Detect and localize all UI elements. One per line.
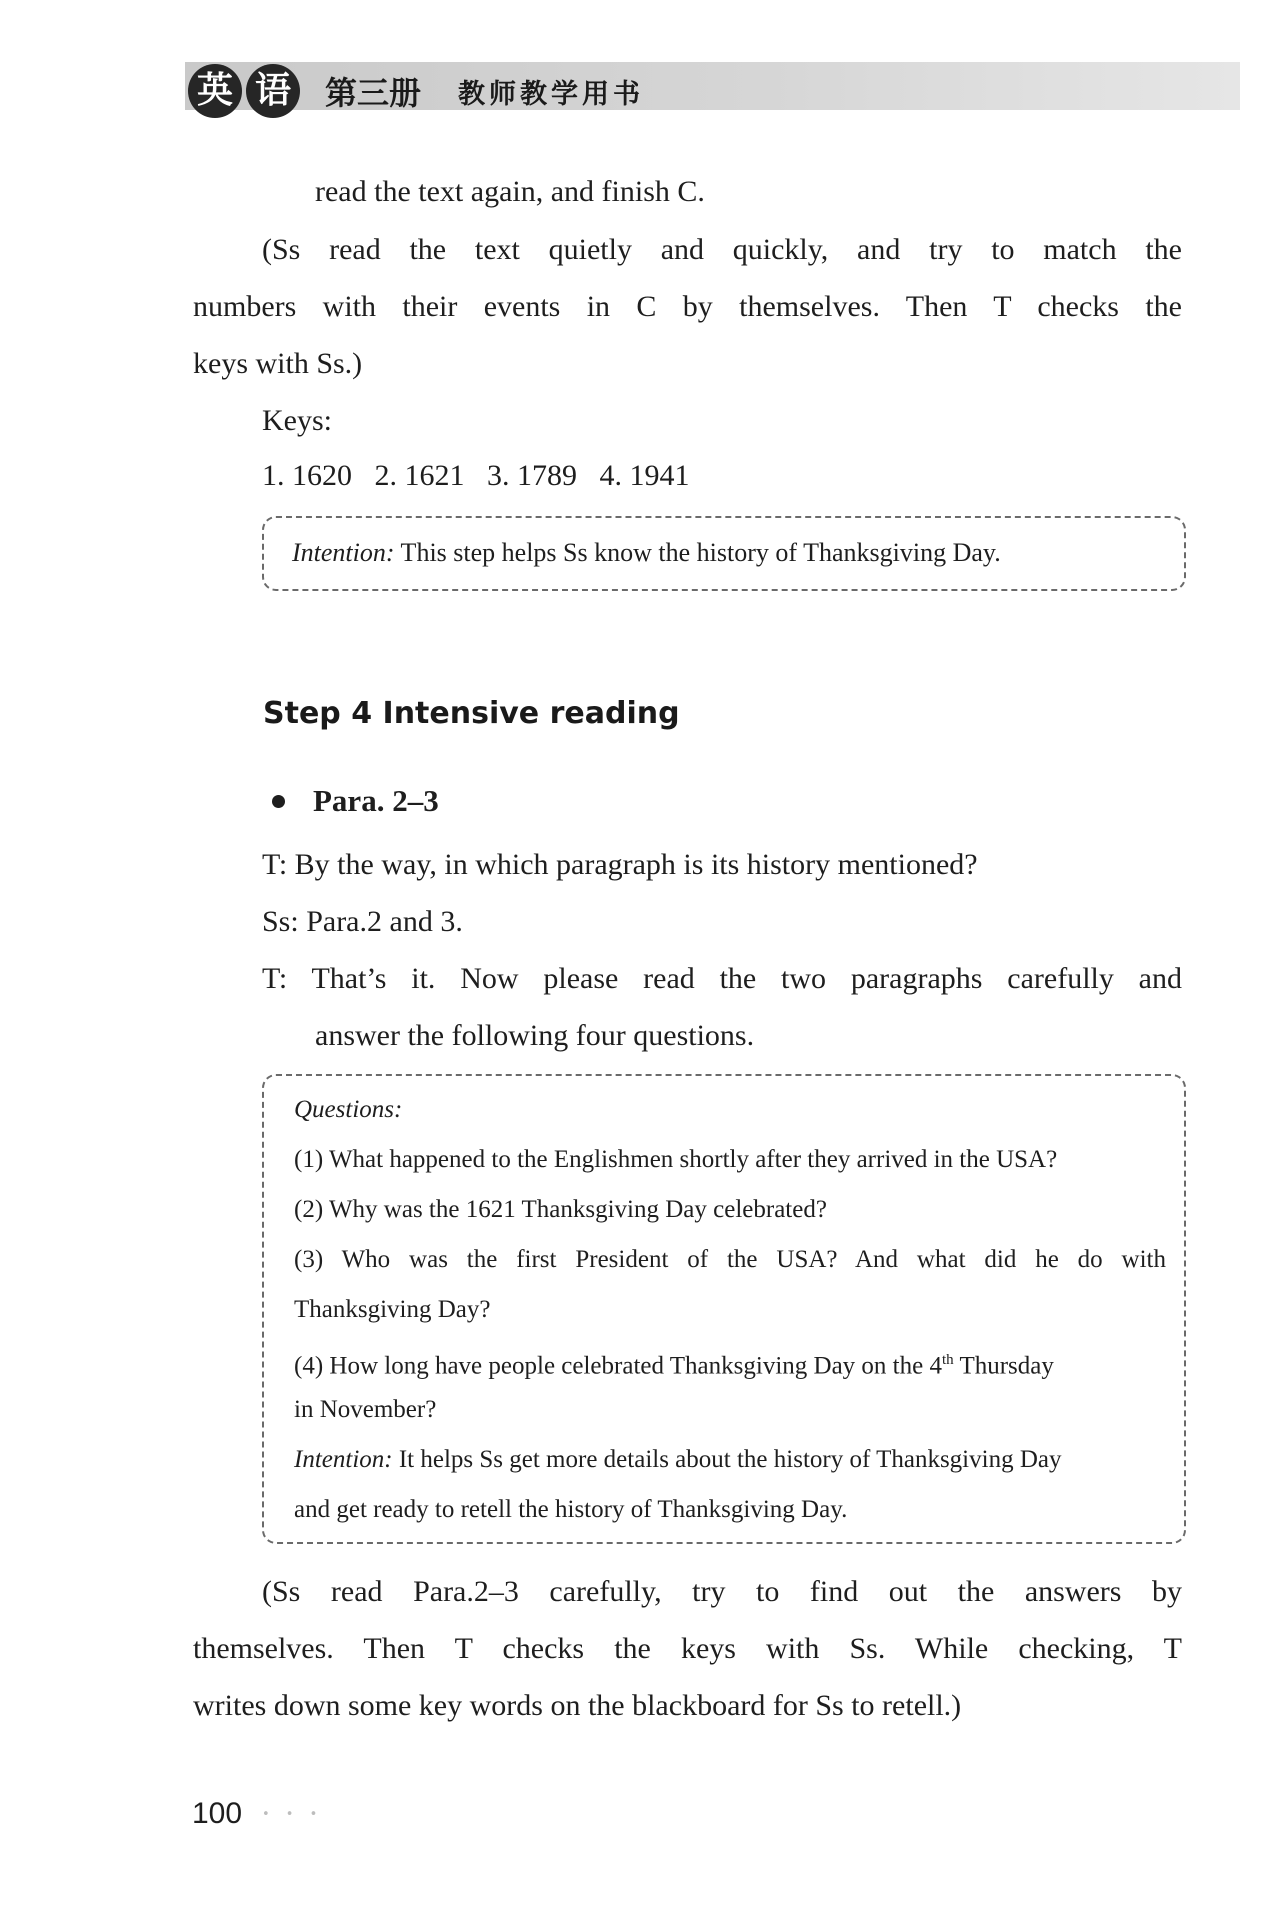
questions-intention-cont: and get ready to retell the history of Thanksgiving Day.: [294, 1496, 848, 1523]
header-volume: 第三册: [325, 74, 422, 112]
dialog-teacher-instruction: T: That’s it. Now please read the two paragraphs carefully and: [262, 962, 1182, 995]
dialog-student-answer: Ss: Para.2 and 3.: [262, 905, 463, 938]
intention-label: Intention:: [292, 538, 395, 567]
questions-intention: Intention: It helps Ss get more details about the history of Thanksgiving Day: [294, 1446, 1062, 1473]
step-heading: Step 4 Intensive reading: [263, 696, 680, 731]
questions-label: Questions:: [294, 1096, 403, 1123]
instruction-line: read the text again, and finish C.: [315, 175, 705, 208]
para-heading: Para. 2–3: [313, 783, 439, 818]
dialog-teacher-question: T: By the way, in which paragraph is its history mentioned?: [262, 848, 978, 881]
question-1: (1) What happened to the Englishmen shortly after they arrived in the USA?: [294, 1146, 1058, 1173]
page-number: 100: [192, 1797, 243, 1830]
bullet-icon: [272, 795, 285, 808]
question-4: (4) How long have people celebrated Thanksgiving Day on the 4th Thursday: [294, 1352, 1054, 1380]
intention-text: Intention: This step helps Ss know the history of Thanksgiving Day.: [292, 538, 1001, 567]
header-book-title: 教师教学用书: [458, 79, 644, 110]
subject-badge-ying: 英: [188, 64, 242, 118]
keys-values: 1. 1620 2. 1621 3. 1789 4. 1941: [262, 459, 690, 492]
keys-label: Keys:: [262, 404, 332, 437]
question-3: (3) Who was the first President of the USA? And what did he do with: [294, 1246, 1166, 1273]
page-dots: • • •: [262, 1807, 324, 1822]
question-4-cont: in November?: [294, 1396, 437, 1423]
subject-badge-yu: 语: [246, 64, 300, 118]
question-3-cont: Thanksgiving Day?: [294, 1296, 491, 1323]
question-2: (2) Why was the 1621 Thanksgiving Day celebrated?: [294, 1196, 827, 1223]
dialog-teacher-instruction-cont: answer the following four questions.: [315, 1019, 755, 1052]
